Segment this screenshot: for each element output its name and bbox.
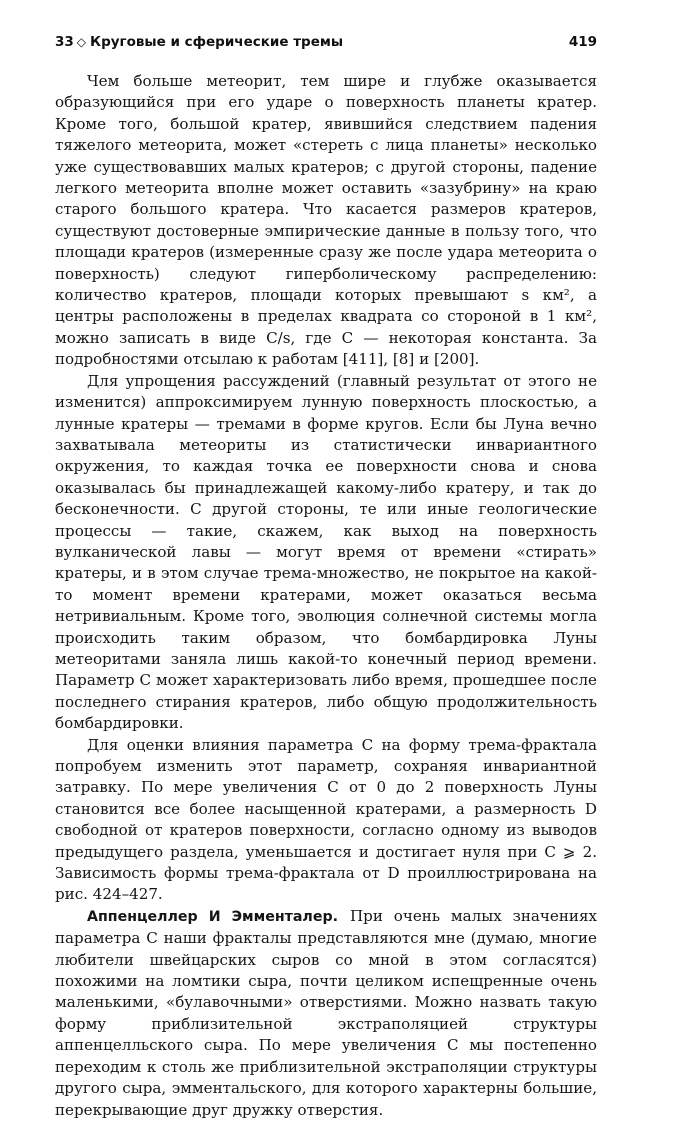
chapter-number: 33 bbox=[55, 34, 74, 50]
chapter-title: Круговые и сферические тремы bbox=[90, 34, 344, 50]
section-text: При очень малых значениях параметра C наши фракталы представляются мне (думаю, многие любители швейцарских сыров со мной в этом согласятся) похожими на ломтики сыра, почти целиком испещренные очень маленькими, «булавочными» отверстиями. Можно назвать такую форму приблизительной экстраполяцией структуры аппенцелльского сыра. По мере увеличения C мы постепенно переходим к столь же приблизительной экстраполяции структуры другого сыра, эмментальского, для которого характерны большие, перекрывающие друг дружку отверстия. bbox=[55, 906, 597, 1119]
page-body bbox=[55, 71, 597, 1121]
paragraph: Для оценки влияния параметра C на форму трема-фрактала попробуем изменить этот параметр, сохраняя инвариантной затравку. По мере увеличения C от 0 до 2 поверхность Луны становится все более насыщенной кратерами, а размерность D свободной от кратеров поверхности, согласно одному из выводов предыдущего раздела, уменьшается и достигает нуля при C ⩾ 2. Зависимость формы трема-фрактала от D проиллюстрирована на рис. 424–427. bbox=[55, 735, 597, 904]
page-number: 419 bbox=[568, 34, 597, 50]
paragraph: Для упрощения рассуждений (главный результат от этого не изменится) аппроксимируем лунную поверхность плоскостью, а лунные кратеры — тремами в форме кругов. Если бы Луна вечно захватывала метеориты из статистически инвариантного окружения, то каждая точка ее поверхности снова и снова оказывалась бы принадлежащей какому-либо кратеру, и так до бесконечности. С другой стороны, те или иные геологические процессы — такие, скажем, как выход на поверхность вулканической лавы — могут время от времени «стирать» кратеры, и в этом случае трема-множество, не покрытое на какой-то момент времени кратерами, может оказаться весьма нетривиальным. Кроме того, эволюция солнечной системы могла происходить таким образом, что бомбардировка Луны метеоритами заняла лишь какой-то конечный период времени. Параметр C может характеризовать либо время, прошедшее после последнего стирания кратеров, либо общую продолжительность бомбардировки. bbox=[55, 371, 597, 733]
chapter-heading bbox=[55, 34, 343, 50]
diamond-icon: ◇ bbox=[76, 35, 87, 49]
section-heading: Аппенцеллер И Эмменталер. bbox=[87, 908, 338, 925]
section-paragraph bbox=[55, 906, 597, 1121]
running-header bbox=[55, 34, 597, 56]
paragraph: Чем больше метеорит, тем шире и глубже оказывается образующийся при его ударе о поверхность планеты кратер. Кроме того, большой кратер, явившийся следствием падения тяжелого метеорита, может «стереть с лица планеты» несколько уже существовавших малых кратеров; с другой стороны, падение легкого метеорита вполне может оставить «зазубрину» на краю старого большого кратера. Что касается размеров кратеров, существуют достоверные эмпирические данные в пользу того, что площади кратеров (измеренные сразу же после удара метеорита о поверхность) следуют гиперболическому распределению: количество кратеров, площади которых превышают s км², а центры расположены в пределах квадрата со стороной в 1 км², можно записать в виде C/s, где C — некоторая константа. За подробностями отсылаю к работам [411], [8] и [200]. bbox=[55, 72, 597, 369]
